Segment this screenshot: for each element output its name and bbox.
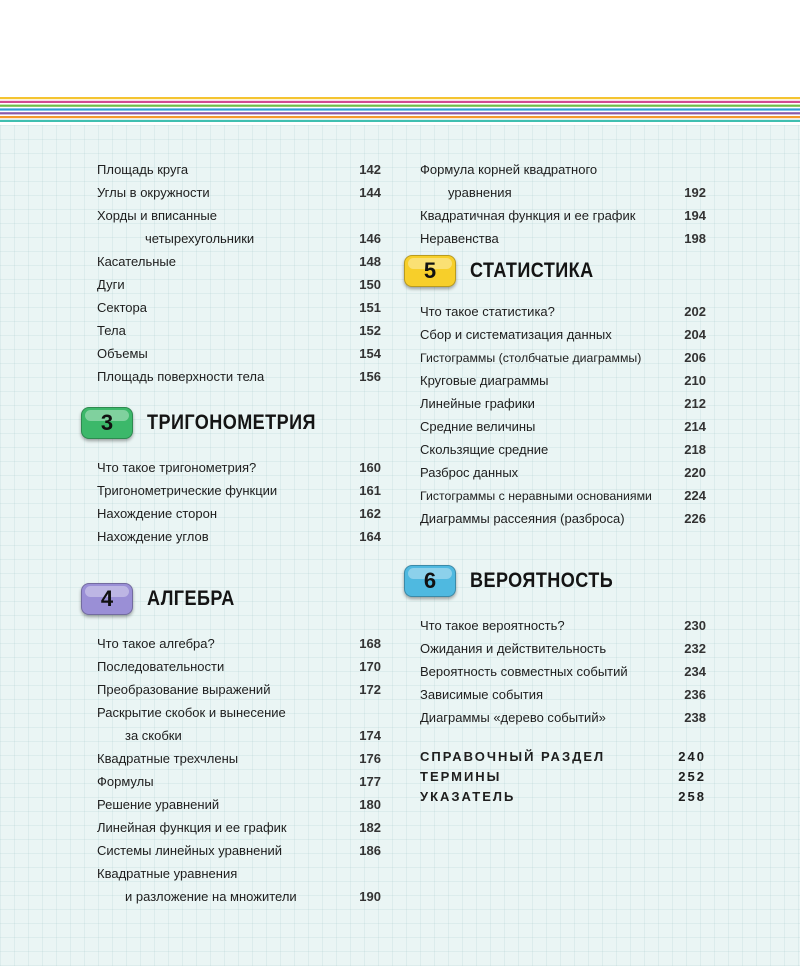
toc-entry[interactable] (97, 816, 381, 839)
toc-entry-page-number: 142 (359, 162, 381, 177)
toc-entry-page-number: 252 (678, 769, 706, 784)
toc-entry-page-number: 164 (359, 529, 381, 544)
toc-entry[interactable] (97, 885, 381, 908)
toc-entry-title: Линейные графики (420, 396, 535, 411)
toc-entry-title: УКАЗАТЕЛЬ (420, 789, 516, 804)
toc-entry-page-number: 152 (359, 323, 381, 338)
toc-entry-page-number: 180 (359, 797, 381, 812)
toc-entry[interactable] (420, 438, 706, 461)
toc-entry[interactable] (420, 346, 706, 369)
toc-entry-title: Нахождение сторон (97, 506, 218, 521)
toc-entry-title: Ожидания и действительность (420, 641, 607, 656)
toc-entry-title: Гистограммы (столбчатые диаграммы) (420, 351, 642, 365)
color-stripe (0, 97, 800, 99)
toc-entry-page-number: 144 (359, 185, 381, 200)
toc-entry-page-number: 210 (684, 373, 706, 388)
toc-entry-title: уравнения (448, 185, 512, 200)
toc-entry[interactable] (97, 273, 381, 296)
toc-entry[interactable] (420, 369, 706, 392)
toc-entry-title: Линейная функция и ее график (97, 820, 287, 835)
toc-entry[interactable] (97, 724, 381, 747)
chapter-heading-statistics[interactable] (404, 254, 706, 288)
toc-entry-title: Скользящие средние (420, 442, 549, 457)
toc-entry-page-number: 224 (684, 488, 706, 503)
toc-entry-title: Системы линейных уравнений (97, 843, 283, 858)
toc-entry[interactable] (97, 701, 381, 724)
toc-entry[interactable] (97, 502, 381, 525)
toc-entry[interactable] (97, 525, 381, 548)
chapter-number-badge: 4 (81, 583, 133, 615)
toc-entry-page-number: 170 (359, 659, 381, 674)
toc-entry-title: Что такое статистика? (420, 304, 555, 319)
color-stripe (0, 120, 800, 122)
toc-entry-title: четырехугольники (145, 231, 255, 246)
toc-entry-page-number: 190 (359, 889, 381, 904)
toc-entry-title: Последовательности (97, 659, 225, 674)
toc-entry-title: Преобразование выражений (97, 682, 271, 697)
toc-entry[interactable] (97, 655, 381, 678)
toc-entry-title: Формула корней квадратного (420, 162, 598, 177)
toc-entry-title: Раскрытие скобок и вынесение (97, 705, 286, 720)
toc-entry-title: Неравенства (420, 231, 499, 246)
toc-entry-title: Диаграммы рассеяния (разброса) (420, 511, 625, 526)
toc-entry-page-number: 160 (359, 460, 381, 475)
toc-entry-title: Тела (97, 323, 126, 338)
toc-entry-title: Диаграммы «дерево событий» (420, 710, 606, 725)
toc-entry-title: Дуги (97, 277, 125, 292)
toc-entry-page-number: 232 (684, 641, 706, 656)
toc-entry-title: Сбор и систематизация данных (420, 327, 612, 342)
toc-entry-page-number: 192 (684, 185, 706, 200)
toc-entry-title: СПРАВОЧНЫЙ РАЗДЕЛ (420, 749, 606, 764)
toc-entry[interactable] (420, 706, 706, 729)
toc-entry-page-number: 162 (359, 506, 381, 521)
toc-entry-title: за скобки (125, 728, 182, 743)
toc-entry-page-number: 194 (684, 208, 706, 223)
toc-entry[interactable] (420, 484, 706, 507)
toc-entry[interactable] (97, 632, 381, 655)
toc-entry-page-number: 174 (359, 728, 381, 743)
color-stripe (0, 101, 800, 103)
toc-entry-page-number: 186 (359, 843, 381, 858)
toc-list (97, 456, 381, 548)
toc-entry[interactable] (97, 770, 381, 793)
toc-entry-page-number: 226 (684, 511, 706, 526)
toc-entry-page-number: 204 (684, 327, 706, 342)
toc-column-left (97, 158, 381, 908)
toc-entry-title: Что такое алгебра? (97, 636, 215, 651)
toc-entry[interactable] (97, 839, 381, 862)
chapter-heading-trigonometry[interactable] (81, 406, 381, 440)
toc-entry-title: Гистограммы с неравными основаниями (420, 489, 652, 503)
toc-entry[interactable] (420, 158, 706, 181)
toc-entry-title: Формулы (97, 774, 154, 789)
toc-entry[interactable] (97, 296, 381, 319)
toc-entry-page-number: 212 (684, 396, 706, 411)
toc-entry-title: Круговые диаграммы (420, 373, 549, 388)
toc-entry-title: ТЕРМИНЫ (420, 769, 502, 784)
toc-entry[interactable] (97, 181, 381, 204)
toc-entry-page-number: 240 (678, 749, 706, 764)
toc-entry-page-number: 238 (684, 710, 706, 725)
chapter-title: СТАТИСТИКА (470, 259, 594, 282)
toc-list (97, 632, 381, 908)
toc-entry[interactable] (97, 342, 381, 365)
toc-entry[interactable] (420, 323, 706, 346)
toc-entry-title: Квадратные уравнения (97, 866, 238, 881)
toc-entry[interactable] (97, 227, 381, 250)
toc-entry-page-number: 151 (359, 300, 381, 315)
toc-entry-page-number: 236 (684, 687, 706, 702)
chapter-title: АЛГЕБРА (147, 587, 235, 610)
chapter-title: ВЕРОЯТНОСТЬ (470, 569, 614, 592)
toc-entry[interactable] (97, 862, 381, 885)
toc-entry[interactable] (420, 767, 706, 787)
toc-entry[interactable] (420, 181, 706, 204)
toc-entry-page-number: 202 (684, 304, 706, 319)
toc-entry[interactable] (420, 461, 706, 484)
chapter-heading-probability[interactable] (404, 564, 706, 598)
toc-entry[interactable] (420, 637, 706, 660)
toc-entry-page-number: 230 (684, 618, 706, 633)
toc-entry-page-number: 172 (359, 682, 381, 697)
toc-entry[interactable] (97, 204, 381, 227)
toc-entry-page-number: 220 (684, 465, 706, 480)
toc-entry[interactable] (420, 204, 706, 227)
toc-entry[interactable] (97, 158, 381, 181)
toc-entry-page-number: 150 (359, 277, 381, 292)
toc-entry-title: Сектора (97, 300, 147, 315)
toc-entry-page-number: 177 (359, 774, 381, 789)
toc-entry-title: Касательные (97, 254, 176, 269)
toc-list (420, 300, 706, 530)
toc-list (420, 614, 706, 729)
toc-entry[interactable] (420, 614, 706, 637)
toc-entry[interactable] (420, 683, 706, 706)
toc-entry-title: Решение уравнений (97, 797, 220, 812)
toc-entry[interactable] (420, 300, 706, 323)
toc-entry[interactable] (97, 793, 381, 816)
toc-entry-page-number: 258 (678, 789, 706, 804)
toc-entry-page-number: 198 (684, 231, 706, 246)
toc-entry-title: Вероятность совместных событий (420, 664, 628, 679)
toc-entry-title: Что такое вероятность? (420, 618, 565, 633)
toc-entry[interactable] (97, 456, 381, 479)
toc-entry-title: Объемы (97, 346, 148, 361)
toc-entry[interactable] (420, 392, 706, 415)
toc-entry-page-number: 234 (684, 664, 706, 679)
toc-entry[interactable] (97, 747, 381, 770)
toc-entry-page-number: 214 (684, 419, 706, 434)
toc-appendix-list (420, 747, 706, 807)
chapter-number-badge: 6 (404, 565, 456, 597)
chapter-number-badge: 3 (81, 407, 133, 439)
color-stripe (0, 105, 800, 107)
toc-entry[interactable] (420, 787, 706, 807)
toc-entry-page-number: 161 (359, 483, 381, 498)
toc-entry-title: Площадь поверхности тела (97, 369, 265, 384)
color-stripe (0, 108, 800, 110)
chapter-heading-algebra[interactable] (81, 582, 381, 616)
color-stripes (0, 95, 800, 125)
chapter-number-badge: 5 (404, 255, 456, 287)
toc-entry-page-number: 156 (359, 369, 381, 384)
toc-entry-page-number: 168 (359, 636, 381, 651)
toc-entry-page-number: 206 (684, 350, 706, 365)
toc-column-right (420, 158, 706, 807)
toc-entry-title: Разброс данных (420, 465, 519, 480)
toc-entry-title: Углы в окружности (97, 185, 210, 200)
toc-entry[interactable] (97, 365, 381, 388)
toc-entry-page-number: 146 (359, 231, 381, 246)
toc-entry-page-number: 176 (359, 751, 381, 766)
toc-entry-title: Площадь круга (97, 162, 189, 177)
toc-entry-page-number: 182 (359, 820, 381, 835)
toc-entry-page-number: 148 (359, 254, 381, 269)
color-stripe (0, 112, 800, 114)
toc-entry-title: Что такое тригонометрия? (97, 460, 257, 475)
chapter-title: ТРИГОНОМЕТРИЯ (147, 411, 316, 434)
toc-entry[interactable] (420, 747, 706, 767)
toc-entry[interactable] (97, 319, 381, 342)
toc-entry[interactable] (420, 415, 706, 438)
toc-entry-title: и разложение на множители (125, 889, 297, 904)
toc-entry[interactable] (97, 479, 381, 502)
toc-entry-title: Хорды и вписанные (97, 208, 217, 223)
toc-entry[interactable] (420, 660, 706, 683)
toc-entry-title: Квадратичная функция и ее график (420, 208, 636, 223)
toc-list (97, 158, 381, 388)
toc-entry-title: Нахождение углов (97, 529, 209, 544)
toc-entry-page-number: 154 (359, 346, 381, 361)
toc-entry[interactable] (97, 250, 381, 273)
toc-entry-title: Квадратные трехчлены (97, 751, 239, 766)
toc-entry-page-number: 218 (684, 442, 706, 457)
toc-entry-title: Зависимые события (420, 687, 544, 702)
toc-entry[interactable] (420, 507, 706, 530)
toc-list (420, 158, 706, 250)
toc-entry-title: Средние величины (420, 419, 536, 434)
toc-entry[interactable] (420, 227, 706, 250)
color-stripe (0, 116, 800, 118)
toc-entry[interactable] (97, 678, 381, 701)
toc-entry-title: Тригонометрические функции (97, 483, 278, 498)
